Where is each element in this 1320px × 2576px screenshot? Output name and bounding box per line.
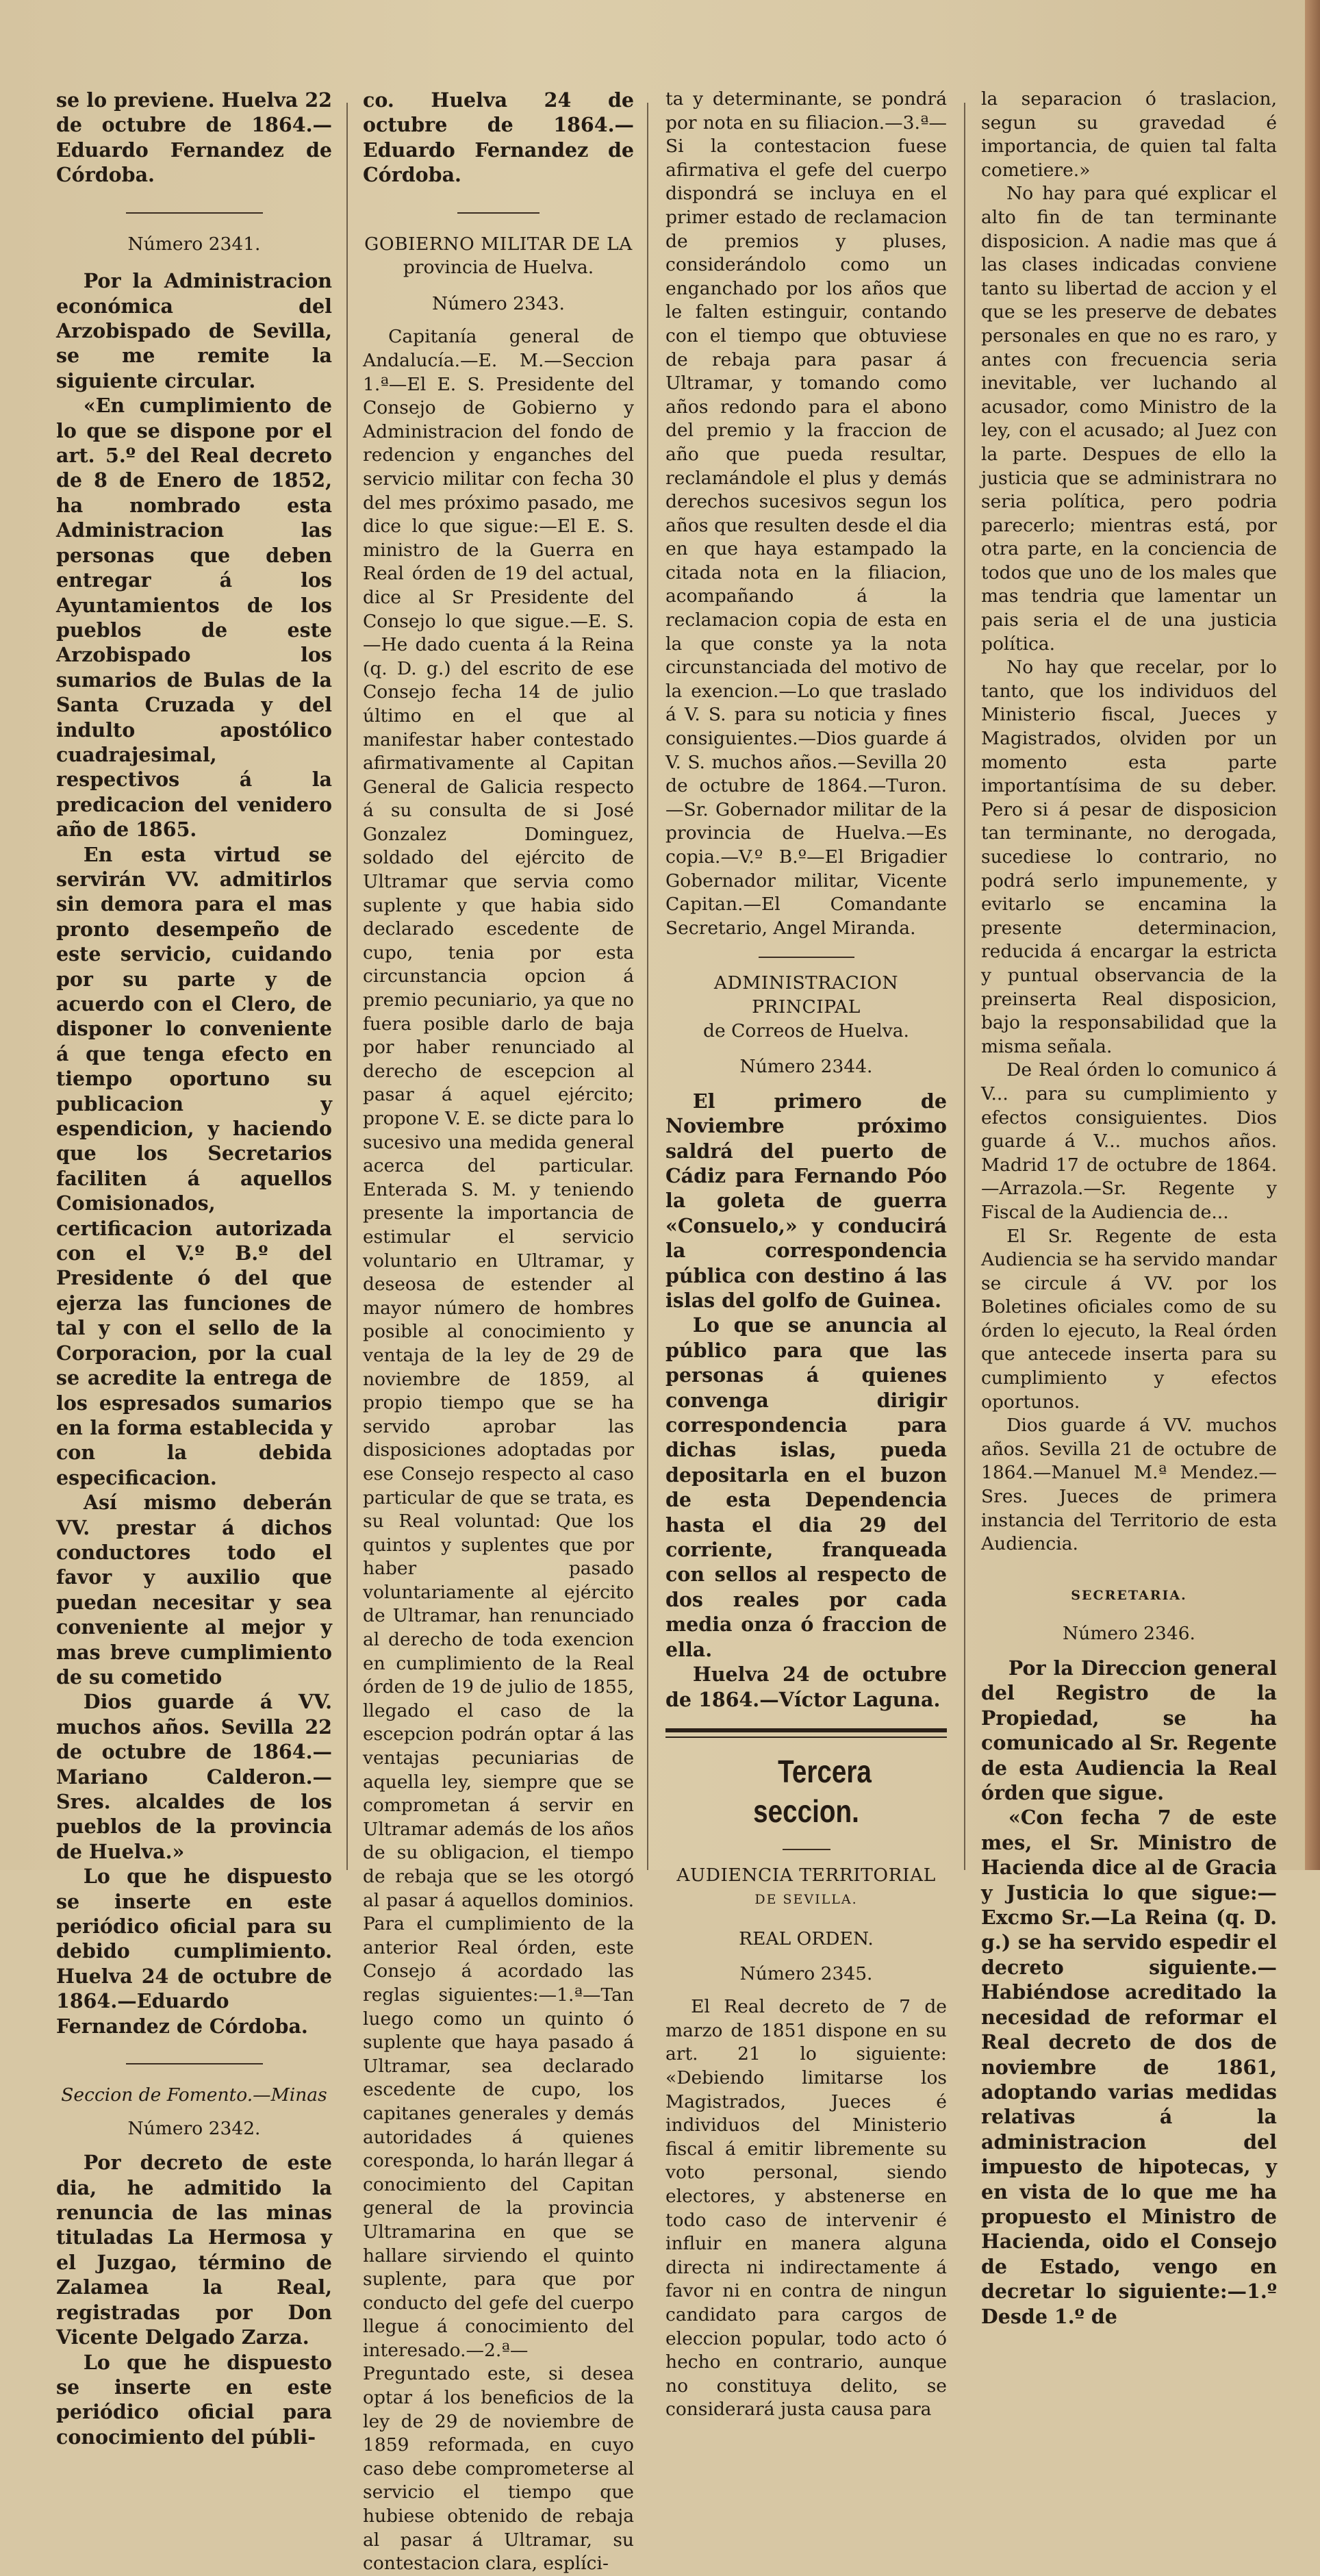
- section-title: Tercera seccion.: [753, 1753, 872, 1829]
- section-subheading: provincia de Huelva.: [403, 257, 594, 279]
- paragraph: «Con fecha 7 de este mes, el Sr. Ministro de Hacienda dice al de Gracia y Justicia lo que sigue:—Excmo Sr.—La Reina (q. D. g.) se ha servido espedir el decreto siguiente.—Habiéndose acreditado la necesidad de reformar el Real decreto de dos de noviembre de 1861, adoptando varias medidas relativas á la administracion del impuesto de hipotecas, y en vista de lo que me ha propuesto el Ministro de Hacienda, oido el Consejo de Estado, vengo en decretar lo siguiente:—1.º Desde 1.º de: [981, 1806, 1277, 2328]
- paragraph: la separacion ó traslacion, segun su gravedad é importancia, de quien tal falta cometiere.»: [981, 88, 1277, 181]
- section-heading: Seccion de Fomento.—Minas: [61, 2084, 327, 2106]
- paragraph: co. Huelva 24 de octubre de 1864.—Eduardo Fernandez de Córdoba.: [363, 88, 634, 187]
- section-subheading: DE SEVILLA.: [754, 1891, 858, 1907]
- paragraph: No hay que recelar, por lo tanto, que los individuos del Ministerio fiscal, Jueces y Magistrados, olviden por un momento esta parte importantísima de su deber. Pero si á pesar de disposicion tan terminante, no derogada, sucediese lo contrario, no podrá serlo impunemente, y evitarlo se encamina la presente determinacion, reducida á encargar la estricta y puntual observancia de la preinserta Real disposicion, bajo la responsabilidad que la misma señala.: [981, 657, 1277, 1057]
- column-rule: [647, 103, 648, 1870]
- paragraph: Lo que he dispuesto se inserte en este periódico oficial para conocimiento del públi-: [56, 2350, 332, 2449]
- notice-number: Número 2344.: [739, 1056, 873, 1078]
- paragraph: Capitanía general de Andalucía.—E. M.—Seccion 1.ª—El E. S. Presidente del Consejo de Gobierno y Administracion del fondo de redencion y enganches del servicio militar con fecha 30 del mes próximo pasado, me dice lo que sigue:—El E. S. ministro de la Guerra en Real órden de 19 del actual, dice al Sr Presidente del Consejo lo que sigue.—E. S.—He dado cuenta á la Reina (q. D. g.) del escrito de ese Consejo fecha 14 de julio último en el que al manifestar haber contestado afirmativamente al Capitan General de Galicia respecto á su consulta de si José Gonzalez Dominguez, soldado del ejército de Ultramar que servia como suplente y que habia sido declarado escedente de cupo, tenia por esta circunstancia opcion á premio pecuniario, ya que no fuera posible darlo de baja por haber renunciado al derecho de escepcion al pasar á aquel ejército; propone V. E. se dicte para lo sucesivo una medida general acerca del particular. Enterada S. M. y teniendo presente la importancia de estimular el servicio voluntario en Ultramar, y deseosa de estender al mayor número de hombres posible al conocimiento y ventaja de la ley de 29 de noviembre de 1859, al propio tiempo que se ha servido aprobar las disposiciones adoptadas por ese Consejo respecto al caso particular de que se trata, es su Real voluntad: Que los quintos y suplentes que por haber pasado voluntariamente al ejército de Ultramar, han renunciado al derecho de toda exencion en cumplimiento de la Real órden de 19 de julio de 1855, llegado el caso de la escepcion podrán optar á las ventajas pecuniarias de aquella ley, siempre que se comprometan á servir en Ultramar además de los años de su obligacion, el tiempo de rebaja que se les otorgó al pasar á aquellos dominios. Para el cumplimiento de la anterior Real órden, este Consejo á acordado las reglas siguientes:—1.ª—Tan luego como un quinto ó suplente que haya pasado á Ultramar, sea declarado escedente de cupo, los capitanes generales y demás autoridades á quienes coresponda, lo harán llegar á conocimiento del Capitan general de la provincia Ultramarina en que se hallare sirviendo el quinto suplente, para que por conducto del gefe del cuerpo llegue á conocimiento del interesado.—2.ª—Preguntado este, si desea optar á los beneficios de la ley de 29 de noviembre de 1859 reformada, en cuyo caso debe comprometerse al servicio el tiempo que hubiese obtenido de rebaja al pasar á Ultramar, su contestacion clara, esplíci-: [363, 326, 634, 2575]
- separator: [126, 212, 263, 214]
- section-heading: AUDIENCIA TERRITORIAL: [676, 1864, 936, 1886]
- column-2: [363, 88, 634, 2575]
- page-edge: [1305, 0, 1320, 1870]
- separator: [783, 1849, 830, 1850]
- paragraph: ta y determinante, se pondrá por nota en su filiacion.—3.ª—Si la contestacion fuese afirmativa el gefe del cuerpo dispondrá se incluya en el primer estado de reclamacion de premios y pluses, considerándolo como un enganchado por los años que le falten estinguir, contando con el tiempo que obtuviese de rebaja para pasar á Ultramar, y tomando como años redondo para el abono del premio y la fraccion de año que pueda resultar, reclamándole el plus y demás derechos sucesivos segun los años que resulten desde el dia en que haya estampado la citada nota en la filiacion, acompañando á la reclamacion copia de esta en la que conste ya la nota circunstanciada del motivo de la exencion.—Lo que traslado á V. S. para su noticia y fines consiguientes.—Dios guarde á V. S. muchos años.—Sevilla 20 de octubre de 1864.—Turon.—Sr. Gobernador militar de la provincia de Huelva.—Es copia.—V.º B.º—El Brigadier Gobernador militar, Vicente Capitan.—El Comandante Secretario, Angel Miranda.: [665, 88, 947, 939]
- section-subheading: de Correos de Huelva.: [703, 1020, 909, 1041]
- column-3: [665, 88, 947, 2421]
- separator: [759, 957, 854, 958]
- paragraph: El Sr. Regente de esta Audiencia se ha servido mandar se circule á VV. por los Boletines oficiales como de su órden lo ejecuto, la Real órden que antecede inserta para su cumplimiento y efectos oportunos.: [981, 1225, 1277, 1413]
- column-rule: [346, 103, 348, 1870]
- paragraph: se lo previene. Huelva 22 de octubre de 1864.—Eduardo Fernandez de Córdoba.: [56, 88, 332, 187]
- column-1: [56, 88, 332, 2449]
- section-heading: SECRETARIA.: [1071, 1587, 1187, 1603]
- notice-number: Número 2346.: [1063, 1623, 1195, 1645]
- paragraph: Por decreto de este dia, he admitido la renuncia de las minas tituladas La Hermosa y el Juzgao, término de Zalamea la Real, registradas por Don Vicente Delgado Zarza.: [56, 2151, 332, 2349]
- paragraph: El Real decreto de 7 de marzo de 1851 dispone en su art. 21 lo siguiente: «Debiendo limitarse los Magistrados, Jueces é individuos del Ministerio fiscal á emitir libremente su voto personal, siendo electores, y abstenerse en todo caso de intervenir é influir en manera alguna directa ni indirectamente á favor ni en contra de ningun candidato para cargos de eleccion popular, todo acto ó hecho en contrario, aunque no constituya delito, se considerará justa causa para: [665, 1996, 947, 2421]
- separator: [126, 2063, 263, 2064]
- notice-number: Número 2342.: [127, 2117, 261, 2139]
- paragraph: En esta virtud se servirán VV. admitirlos sin demora para el mas pronto desempeño de este servicio, cuidando por su parte y de acuerdo con el Clero, de disponer lo conveniente á que tenga efecto en tiempo oportuno su publicacion y espendicion, y haciendo que los Secretarios faciliten á aquellos Comisionados, certificacion autorizada con el V.º B.º del Presidente ó del que ejerza las funciones de tal y con el sello de la Corporacion, por la cual se acredite la entrega de los espresados sumarios en la forma establecida y con la debida especificacion.: [56, 842, 332, 1489]
- section-heading: REAL ORDEN.: [739, 1928, 874, 1950]
- heavy-rule: [665, 1728, 947, 1732]
- paragraph: Por la Direccion general del Registro de la Propiedad, se ha comunicado al Sr. Regente de esta Audiencia la Real órden que sigue.: [981, 1656, 1277, 1805]
- paragraph: Así mismo deberán VV. prestar á dichos conductores todo el favor y auxilio que puedan necesitar y sea conveniente al mejor y mas breve cumplimiento de su cometido: [56, 1491, 332, 1689]
- paragraph: Por la Administracion económica del Arzobispado de Sevilla, se me remite la siguiente circular.: [56, 269, 332, 392]
- section-heading: ADMINISTRACION PRINCIPAL: [713, 972, 899, 1018]
- paragraph: Lo que he dispuesto se inserte en este periódico oficial para su debido cumplimiento. Huelva 24 de octubre de 1864.—Eduardo Fernandez de Córdoba.: [56, 1865, 332, 2038]
- notice-number: Número 2345.: [739, 1962, 873, 1984]
- paragraph: Huelva 24 de octubre de 1864.—Víctor Laguna.: [665, 1663, 947, 1711]
- section-heading: GOBIERNO MILITAR DE LA: [364, 233, 633, 255]
- paragraph: Lo que se anuncia al público para que las personas á quienes convenga dirigir correspondencia para dichas islas, pueda depositarla en el buzon de esta Dependencia hasta el dia 29 del corriente, franqueada con sellos al respecto de dos reales por cada media onza ó fraccion de ella.: [665, 1313, 947, 1661]
- paragraph: Dios guarde á VV. muchos años. Sevilla 21 de octubre de 1864.—Manuel M.ª Mendez.—Sres. Jueces de primera instancia del Territorio de esta Audiencia.: [981, 1415, 1277, 1555]
- notice-number: Número 2341.: [127, 233, 261, 255]
- paragraph: Dios guarde á VV. muchos años. Sevilla 22 de octubre de 1864.—Mariano Calderon.—Sres. alcaldes de los pueblos de la provincia de Huelva.»: [56, 1690, 332, 1863]
- paragraph: No hay para qué explicar el alto fin de tan terminante disposicion. A nadie mas que á las clases indicadas conviene tanto su libertad de accion y el que se les preserve de debates personales en que no es raro, y antes con frecuencia seria inevitable, ver luchando al acusador, como Ministro de la ley, con el acusado; al Juez con la parte. Despues de ello la justicia que se administrara no seria política, pero podria parecerlo; mientras está, por otra parte, en la conciencia de todos que uno de los males que mas tendria que lamentar un pais seria el de una justicia política.: [981, 183, 1277, 655]
- separator: [457, 212, 540, 214]
- column-rule: [964, 103, 965, 1870]
- paragraph: El primero de Noviembre próximo saldrá del puerto de Cádiz para Fernando Póo la goleta de guerra «Consuelo,» y conducirá la correspondencia pública con destino á las islas del golfo de Guinea.: [665, 1089, 947, 1312]
- rule: [665, 1737, 947, 1738]
- paragraph: De Real órden lo comunico á V... para su cumplimiento y efectos consiguientes. Dios guarde á V... muchos años. Madrid 17 de octubre de 1864.—Arrazola.—Sr. Regente y Fiscal de la Audiencia de...: [981, 1059, 1277, 1223]
- paragraph: «En cumplimiento de lo que se dispone por el art. 5.º del Real decreto de 8 de Enero de 1852, ha nombrado esta Administracion las personas que deben entregar á los Ayuntamientos de los pueblos de este Arzobispado los sumarios de Bulas de la Santa Cruzada y del indulto apostólico cuadrajesimal, respectivos á la predicacion del venidero año de 1865.: [56, 394, 332, 842]
- column-4: [981, 88, 1277, 2328]
- notice-number: Número 2343.: [432, 292, 565, 314]
